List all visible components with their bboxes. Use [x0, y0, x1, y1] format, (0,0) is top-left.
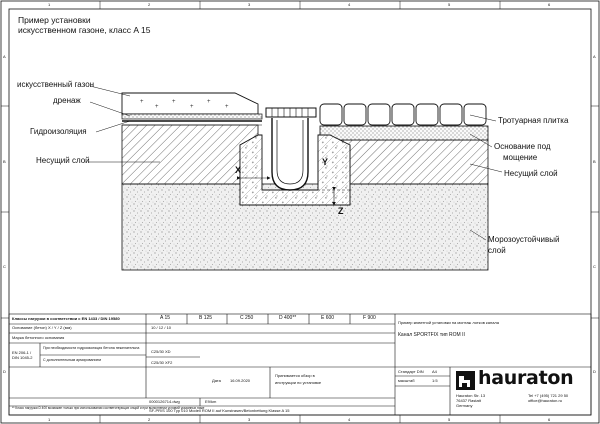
standard-code: EN 206-1 / DIN 1045-2 — [12, 350, 33, 360]
grid-number: 2 — [148, 417, 151, 422]
load-class: F 900 — [363, 315, 376, 321]
label-bearing-left: Несущий слой — [36, 156, 90, 165]
concrete-grade-label: Марка бетонного основания — [12, 335, 65, 340]
channel-grate — [266, 108, 316, 117]
title-line: Пример установки — [18, 15, 91, 25]
bearing-layer-left — [122, 125, 258, 184]
date-value: 16.09.2020 — [230, 378, 251, 383]
load-class: B 125 — [199, 315, 213, 321]
paving-base — [320, 126, 488, 140]
svg-text:+: + — [172, 99, 176, 105]
foundation-value: 10 / 12 / 10 — [151, 325, 172, 330]
grid-letter: B — [593, 159, 596, 164]
svg-text:+: + — [190, 104, 194, 110]
scale-value: A4 — [432, 369, 437, 374]
hauraton-logo-mark — [456, 371, 475, 390]
company-email: office@hauraton.ru — [528, 398, 563, 403]
grid-letter: B — [3, 159, 6, 164]
load-class: E 600 — [321, 315, 335, 321]
drainage-channel — [272, 118, 308, 190]
label-frost-1: Морозоустойчивый — [488, 235, 560, 244]
grid-number: 3 — [248, 2, 251, 7]
grid-letter: C — [593, 264, 596, 269]
grid-letter: D — [593, 369, 596, 374]
svg-text:+: + — [207, 99, 211, 105]
svg-text:+: + — [155, 104, 159, 110]
svg-text:+: + — [140, 99, 144, 105]
company-address: 76437 Rastatt — [456, 398, 481, 403]
product-code: SF-PR/S 100 Typ 010 Modell ROM II auf Kunstrasen/Betonbettung Klasse A 15 — [149, 408, 290, 413]
condition-1: При необходимости гидроизоляция бетона нежелательна — [43, 346, 140, 350]
company-address: Germany — [456, 403, 473, 408]
label-turf: искусственный газон — [17, 80, 95, 89]
label-drainage: дренаж — [53, 96, 81, 105]
label-tiles: Тротуарная плитка — [498, 116, 569, 125]
grid-number: 6 — [548, 417, 551, 422]
grid-number: 2 — [148, 2, 151, 7]
label-frost-2: слой — [488, 246, 506, 255]
company-address: Hauraton Str. 13 — [456, 393, 486, 398]
sheet-value: 1:5 — [432, 378, 438, 383]
grid-letter: A — [3, 54, 6, 59]
description-line: Канал SPORTFIX тип ROM II — [398, 332, 465, 338]
bearing-layer-right — [332, 140, 488, 184]
label-bearing-right: Несущий слой — [504, 169, 558, 178]
title-line: искусственном газоне, класс A 15 — [18, 25, 151, 35]
grid-letter: C — [3, 264, 6, 269]
dwg-file: 0000126714.dwg — [149, 399, 180, 404]
company-logo-text: hauraton — [478, 367, 574, 389]
grid-letter: D — [3, 369, 6, 374]
load-class: D 400** — [279, 315, 297, 321]
drawing-title — [18, 15, 150, 35]
note-line: Принимается обзор в — [275, 373, 315, 378]
footnote: ** Класс нагрузки D 400 возможен только при использовании соответствующих опций и при выполнении условий указанных ниже — [12, 406, 205, 410]
dimension-x: X — [235, 165, 242, 175]
concrete-grade-1: C25/30 XD — [151, 349, 171, 354]
company-phone: Tel +7 (495) 721 29 50 — [528, 393, 569, 398]
note-line: инструкции по установке — [275, 380, 322, 385]
foundation-label: Основание (бетон) X / Y / Z (мм) — [12, 325, 72, 330]
grid-number: 5 — [448, 417, 451, 422]
grid-number: 1 — [48, 2, 51, 7]
paving-tiles — [320, 104, 486, 125]
load-class-label: Классы нагрузки в соответствии с EN 1433 / DIN 19580 — [12, 316, 120, 321]
label-base-1: Основание под — [494, 142, 551, 151]
sheet-label: масштаб — [398, 378, 415, 383]
grid-number: 6 — [548, 2, 551, 7]
grid-number: 4 — [348, 2, 351, 7]
grid-number: 4 — [348, 417, 351, 422]
load-class: C 250 — [240, 315, 254, 321]
date-label: Дата — [212, 378, 221, 383]
load-class: A 15 — [160, 315, 171, 321]
grid-number: 5 — [448, 2, 451, 7]
drainage-layer — [122, 114, 262, 119]
svg-text:+: + — [225, 104, 229, 110]
grid-number: 1 — [48, 417, 51, 422]
editor: E9/km — [205, 399, 217, 404]
label-base-2: мощение — [503, 153, 538, 162]
dimension-z: Z — [338, 206, 344, 216]
grid-number: 3 — [248, 417, 251, 422]
description-line: Пример кюветной установки на монтаж лотков канала — [398, 320, 499, 325]
dimension-y: Y — [322, 157, 329, 167]
scale-label: Стандарт DIN — [398, 369, 424, 374]
concrete-grade-2: C25/30 XF2 — [151, 360, 173, 365]
grid-letter: A — [593, 54, 596, 59]
condition-2: С дополнительным армированием — [43, 358, 101, 362]
label-waterproofing: Гидроизоляция — [30, 127, 87, 136]
